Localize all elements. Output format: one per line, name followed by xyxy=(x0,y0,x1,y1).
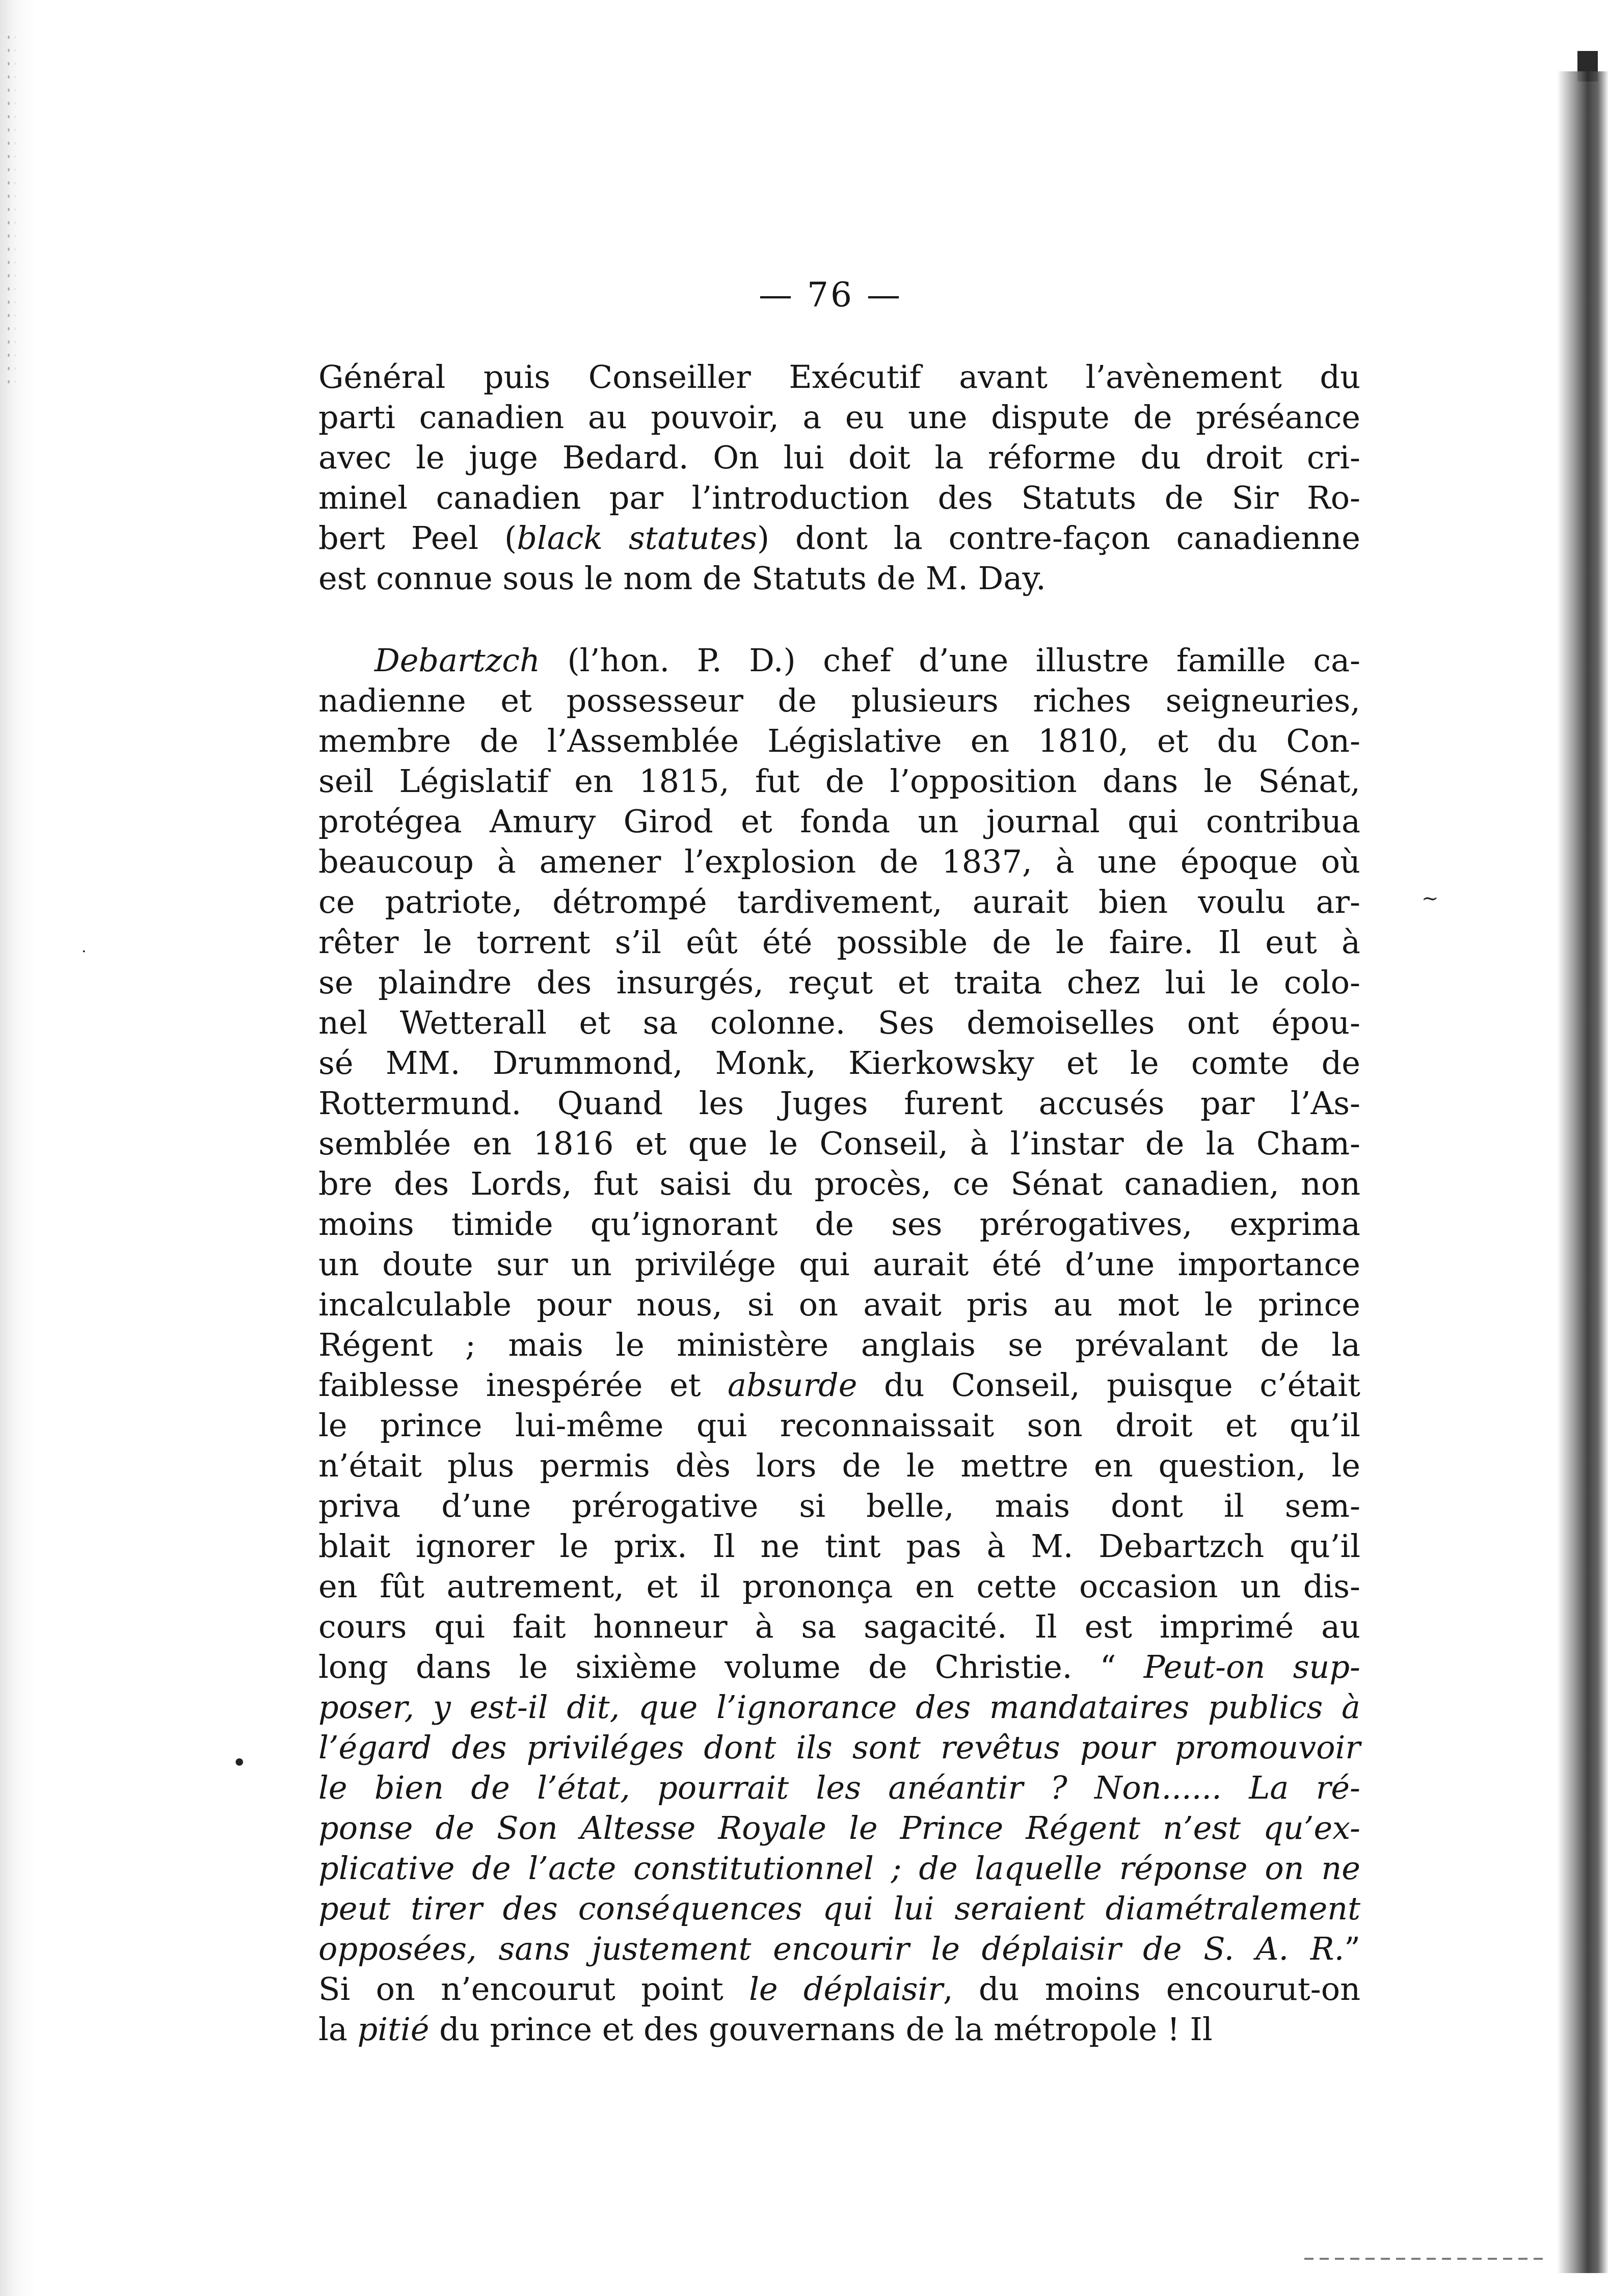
text-line: blait ignorer le prix. Il ne tint pas à M. Debartzch qu’il xyxy=(318,1527,1360,1565)
text-run: du Conseil, puisque c’était xyxy=(857,1366,1360,1404)
text-line xyxy=(318,1767,1360,1808)
paragraph-general xyxy=(318,357,1360,598)
paragraph-gap xyxy=(318,598,1360,640)
scan-right-edge xyxy=(1557,71,1608,2273)
paragraph-debartzch xyxy=(318,640,1360,2049)
text-line xyxy=(318,1647,1360,1687)
text-run: bert Peel ( xyxy=(318,519,517,557)
italic-run: Peut-on sup- xyxy=(1143,1648,1360,1685)
italic-run: opposées, sans justement encourir le déplaisir de S. A. R. xyxy=(318,1930,1345,1967)
italic-run: ponse de Son Altesse Royale le Prince Régent n’est qu’ex- xyxy=(318,1809,1360,1846)
text-line: est connue sous le nom de Statuts de M. Day. xyxy=(318,560,1046,597)
italic-name: Debartzch xyxy=(374,642,540,679)
text-line xyxy=(318,1969,1360,2009)
text-line: beaucoup à amener l’explosion de 1837, à une époque où xyxy=(318,843,1360,880)
italic-run: peut tirer des conséquences qui lui seraient diamétralement xyxy=(318,1890,1360,1927)
text-line xyxy=(318,640,1360,680)
text-line: Rottermund. Quand les Juges furent accusés par l’As- xyxy=(318,1085,1360,1122)
text-line xyxy=(318,1808,1360,1848)
page-number: — 76 — xyxy=(759,275,902,314)
text-line xyxy=(318,1687,1360,1727)
text-line xyxy=(318,1365,1360,1405)
text-run: du prince et des gouvernans de la métropole ! Il xyxy=(429,2011,1213,2048)
text-line: un doute sur un privilége qui aurait été d’une importance xyxy=(318,1246,1360,1283)
text-line: n’était plus permis dès lors de le mettre en question, le xyxy=(318,1447,1360,1484)
text-run: faiblesse inespérée et xyxy=(318,1366,728,1404)
text-run: ) dont la contre-façon canadienne xyxy=(757,519,1360,557)
text-run: , du moins encourut-on xyxy=(943,1970,1360,2008)
text-line: parti canadien au pouvoir, a eu une dispute de préséance xyxy=(318,399,1360,436)
text-line: incalculable pour nous, si on avait pris au mot le prince xyxy=(318,1286,1360,1323)
italic-run: le déplaisir xyxy=(749,1970,943,2008)
text-run: la xyxy=(318,2011,358,2048)
stray-speck: • xyxy=(232,1748,247,1778)
text-line: nel Wetterall et sa colonne. Ses demoiselles ont épou- xyxy=(318,1004,1360,1041)
stray-speck: · xyxy=(82,943,87,961)
text-run: ” xyxy=(1344,1930,1360,1967)
text-line: seil Législatif en 1815, fut de l’opposition dans le Sénat, xyxy=(318,762,1360,800)
text-line xyxy=(318,1727,1360,1767)
text-line xyxy=(318,1848,1360,1888)
text-line xyxy=(318,1929,1360,1969)
text-line: priva d’une prérogative si belle, mais dont il sem- xyxy=(318,1487,1360,1524)
text-line: minel canadien par l’introduction des Statuts de Sir Ro- xyxy=(318,479,1360,516)
italic-run: poser, y est-il dit, que l’ignorance des mandataires publics à xyxy=(318,1688,1360,1726)
italic-run: pitié xyxy=(357,2011,430,2048)
text-run: long dans le sixième volume de Christie. “ xyxy=(318,1648,1144,1685)
italic-run: absurde xyxy=(728,1366,857,1404)
text-line: membre de l’Assemblée Législative en 1810, et du Con- xyxy=(318,722,1360,759)
stray-speck: ~ xyxy=(1422,887,1439,910)
text-line xyxy=(318,518,1360,558)
text-line: Régent ; mais le ministère anglais se prévalant de la xyxy=(318,1326,1360,1363)
text-line: avec le juge Bedard. On lui doit la réforme du droit cri- xyxy=(318,439,1360,476)
text-line: sé MM. Drummond, Monk, Kierkowsky et le comte de xyxy=(318,1044,1360,1081)
text-line xyxy=(318,2009,1360,2049)
italic-run: le bien de l’état, pourrait les anéantir ? Non...... La ré- xyxy=(318,1769,1360,1806)
text-line: Général puis Conseiller Exécutif avant l’avènement du xyxy=(318,358,1360,395)
text-line: bre des Lords, fut saisi du procès, ce Sénat canadien, non xyxy=(318,1165,1360,1202)
text-line: en fût autrement, et il prononça en cette occasion un dis- xyxy=(318,1568,1360,1605)
scan-left-specks xyxy=(5,31,15,387)
text-run: Si on n’encourut point xyxy=(318,1970,749,2008)
italic-run: plicative de l’acte constitutionnel ; de laquelle réponse on ne xyxy=(318,1850,1360,1887)
text-line: le prince lui-même qui reconnaissait son droit et qu’il xyxy=(318,1407,1360,1444)
text-line: ce patriote, détrompé tardivement, aurait bien voulu ar- xyxy=(318,883,1360,920)
text-line: cours qui fait honneur à sa sagacité. Il est imprimé au xyxy=(318,1608,1360,1645)
text-line: nadienne et possesseur de plusieurs riches seigneuries, xyxy=(318,682,1360,719)
text-line: semblée en 1816 et que le Conseil, à l’instar de la Cham- xyxy=(318,1125,1360,1162)
text-line xyxy=(318,1888,1360,1929)
italic-run: l’égard des priviléges dont ils sont revêtus pour promouvoir xyxy=(318,1729,1360,1766)
scan-bottom-marks xyxy=(1304,2258,1549,2260)
italic-run: black statutes xyxy=(517,519,757,557)
text-line: se plaindre des insurgés, reçut et traita chez lui le colo- xyxy=(318,964,1360,1001)
text-run: (l’hon. P. D.) chef d’une illustre famille ca- xyxy=(540,642,1360,679)
text-line: moins timide qu’ignorant de ses prérogatives, exprima xyxy=(318,1205,1360,1243)
text-line: rêter le torrent s’il eût été possible de le faire. Il eut à xyxy=(318,923,1360,961)
page-body xyxy=(318,357,1360,2049)
text-line: protégea Amury Girod et fonda un journal qui contribua xyxy=(318,803,1360,840)
